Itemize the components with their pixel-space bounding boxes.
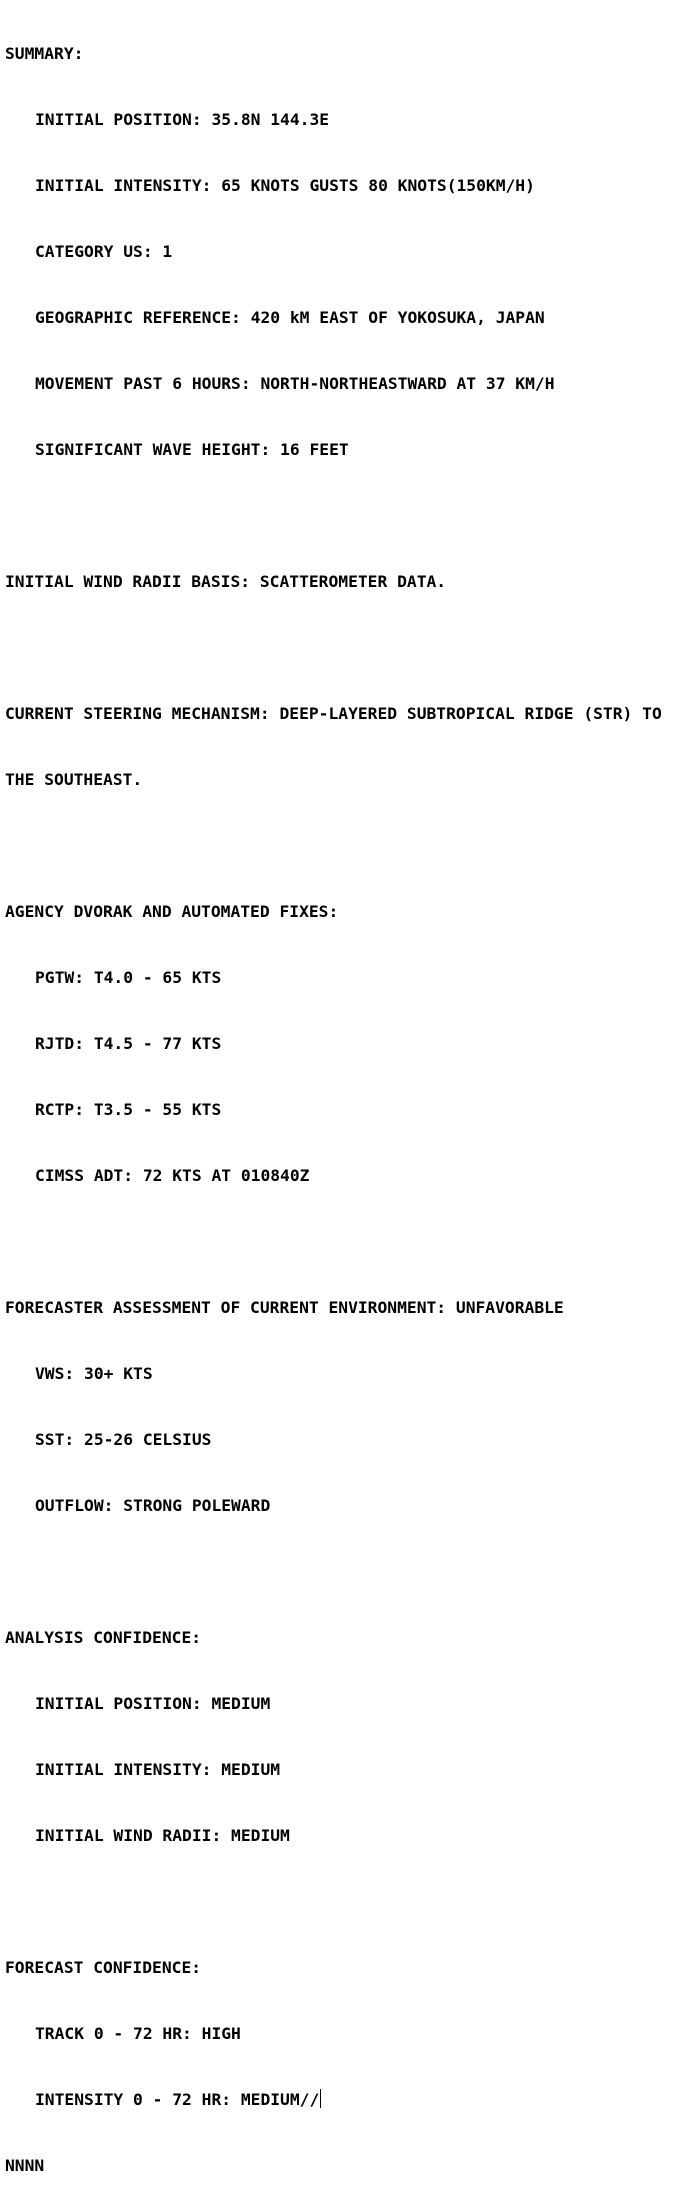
- fix-rjtd-line: RJTD: T4.5 - 77 KTS: [35, 1034, 222, 1053]
- sst-line: SST: 25-26 CELSIUS: [35, 1430, 212, 1449]
- blank-line: [5, 1561, 673, 1583]
- forecast-confidence-heading: FORECAST CONFIDENCE:: [5, 1958, 202, 1977]
- forecast-intensity-line: INTENSITY 0 - 72 HR: MEDIUM//: [35, 2090, 320, 2109]
- geographic-reference-line: GEOGRAPHIC REFERENCE: 420 kM EAST OF YOKOSUKA, JAPAN: [35, 308, 545, 327]
- analysis-wind-radii-line: INITIAL WIND RADII: MEDIUM: [35, 1826, 290, 1845]
- forecast-track-line: TRACK 0 - 72 HR: HIGH: [35, 2024, 241, 2043]
- blank-line: [5, 505, 673, 527]
- fix-pgtw-line: PGTW: T4.0 - 65 KTS: [35, 968, 222, 987]
- initial-intensity-line: INITIAL INTENSITY: 65 KNOTS GUSTS 80 KNOTS(150KM/H): [35, 176, 535, 195]
- text-cursor: [320, 2089, 321, 2108]
- vws-line: VWS: 30+ KTS: [35, 1364, 153, 1383]
- analysis-intensity-line: INITIAL INTENSITY: MEDIUM: [35, 1760, 281, 1779]
- blank-line: [5, 1891, 673, 1913]
- blank-line: [5, 637, 673, 659]
- wave-height-line: SIGNIFICANT WAVE HEIGHT: 16 FEET: [35, 440, 349, 459]
- outflow-line: OUTFLOW: STRONG POLEWARD: [35, 1496, 271, 1515]
- category-line: CATEGORY US: 1: [35, 242, 173, 261]
- fix-cimss-line: CIMSS ADT: 72 KTS AT 010840Z: [35, 1166, 310, 1185]
- analysis-confidence-heading: ANALYSIS CONFIDENCE:: [5, 1628, 202, 1647]
- steering-line-2: THE SOUTHEAST.: [5, 770, 143, 789]
- end-marker: NNNN: [5, 2156, 45, 2175]
- movement-line: MOVEMENT PAST 6 HOURS: NORTH-NORTHEASTWARD AT 37 KM/H: [35, 374, 555, 393]
- analysis-position-line: INITIAL POSITION: MEDIUM: [35, 1694, 271, 1713]
- warning-text-document[interactable]: [5, 0, 673, 2199]
- fixes-heading: AGENCY DVORAK AND AUTOMATED FIXES:: [5, 902, 339, 921]
- fix-rctp-line: RCTP: T3.5 - 55 KTS: [35, 1100, 222, 1119]
- summary-heading: SUMMARY:: [5, 44, 84, 63]
- wind-radii-basis-line: INITIAL WIND RADII BASIS: SCATTEROMETER DATA.: [5, 572, 447, 591]
- blank-line: [5, 835, 673, 857]
- forecast-intensity-row: [5, 2089, 673, 2111]
- initial-position-line: INITIAL POSITION: 35.8N 144.3E: [35, 110, 330, 129]
- environment-heading: FORECASTER ASSESSMENT OF CURRENT ENVIRONMENT: UNFAVORABLE: [5, 1298, 564, 1317]
- blank-line: [5, 1231, 673, 1253]
- steering-line-1: CURRENT STEERING MECHANISM: DEEP-LAYERED SUBTROPICAL RIDGE (STR) TO: [5, 704, 662, 723]
